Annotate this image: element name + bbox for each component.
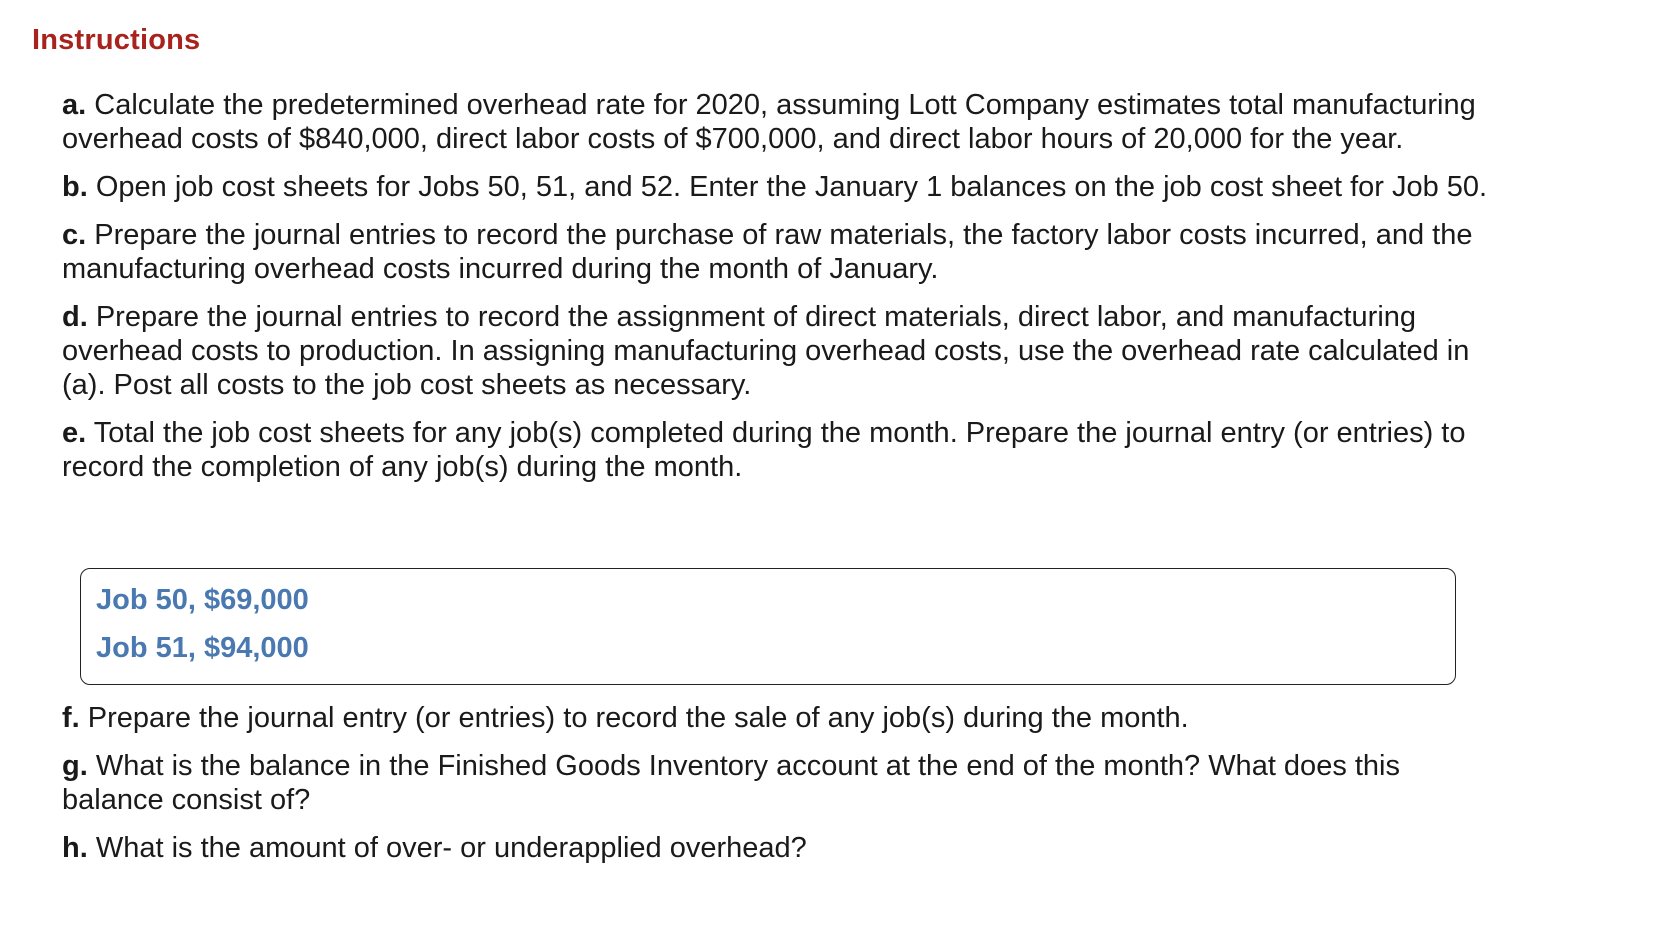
instruction-item-d bbox=[62, 300, 1492, 402]
answer-line-job-51: Job 51, $94,000 bbox=[96, 632, 309, 664]
item-letter: a. bbox=[62, 89, 87, 121]
item-text: Total the job cost sheets for any job(s) completed during the month. Prepare the journal entry (or entries) to record the completion of any job(s) during the month. bbox=[62, 417, 1466, 483]
instruction-item-h bbox=[62, 831, 1492, 865]
item-text: Prepare the journal entry (or entries) to record the sale of any job(s) during the month. bbox=[79, 702, 1189, 734]
item-text: Calculate the predetermined overhead rate for 2020, assuming Lott Company estimates total manufacturing overhead costs of $840,000, direct labor costs of $700,000, and direct labor hours of 20,000 for the year. bbox=[62, 89, 1476, 155]
item-letter: b. bbox=[62, 171, 88, 203]
item-text: Open job cost sheets for Jobs 50, 51, and 52. Enter the January 1 balances on the job cost sheet for Job 50. bbox=[87, 171, 1488, 203]
instructions-list-bottom bbox=[62, 701, 1492, 879]
item-letter: g. bbox=[62, 750, 88, 782]
instruction-item-g bbox=[62, 749, 1492, 817]
item-text: What is the amount of over- or underapplied overhead? bbox=[87, 832, 807, 864]
answer-line-job-50: Job 50, $69,000 bbox=[96, 584, 309, 616]
answer-box bbox=[80, 568, 1456, 685]
item-text: Prepare the journal entries to record the assignment of direct materials, direct labor, and manufacturing overhead costs to production. In assigning manufacturing overhead costs, use the overhead rate calculated in (a). Post all costs to the job cost sheets as necessary. bbox=[62, 301, 1470, 401]
instruction-item-c bbox=[62, 218, 1492, 286]
item-letter: f. bbox=[62, 702, 80, 734]
item-letter: c. bbox=[62, 219, 87, 251]
instruction-item-a bbox=[62, 88, 1492, 156]
instruction-item-e bbox=[62, 416, 1492, 484]
instructions-heading: Instructions bbox=[32, 24, 201, 56]
item-letter: e. bbox=[62, 417, 87, 449]
item-text: What is the balance in the Finished Goods Inventory account at the end of the month? What does this balance consist of? bbox=[62, 750, 1401, 816]
instruction-item-f bbox=[62, 701, 1492, 735]
instruction-item-b bbox=[62, 170, 1492, 204]
item-letter: h. bbox=[62, 832, 88, 864]
item-letter: d. bbox=[62, 301, 88, 333]
item-text: Prepare the journal entries to record the purchase of raw materials, the factory labor costs incurred, and the manufacturing overhead costs incurred during the month of January. bbox=[62, 219, 1473, 285]
instructions-list-top bbox=[62, 88, 1492, 498]
